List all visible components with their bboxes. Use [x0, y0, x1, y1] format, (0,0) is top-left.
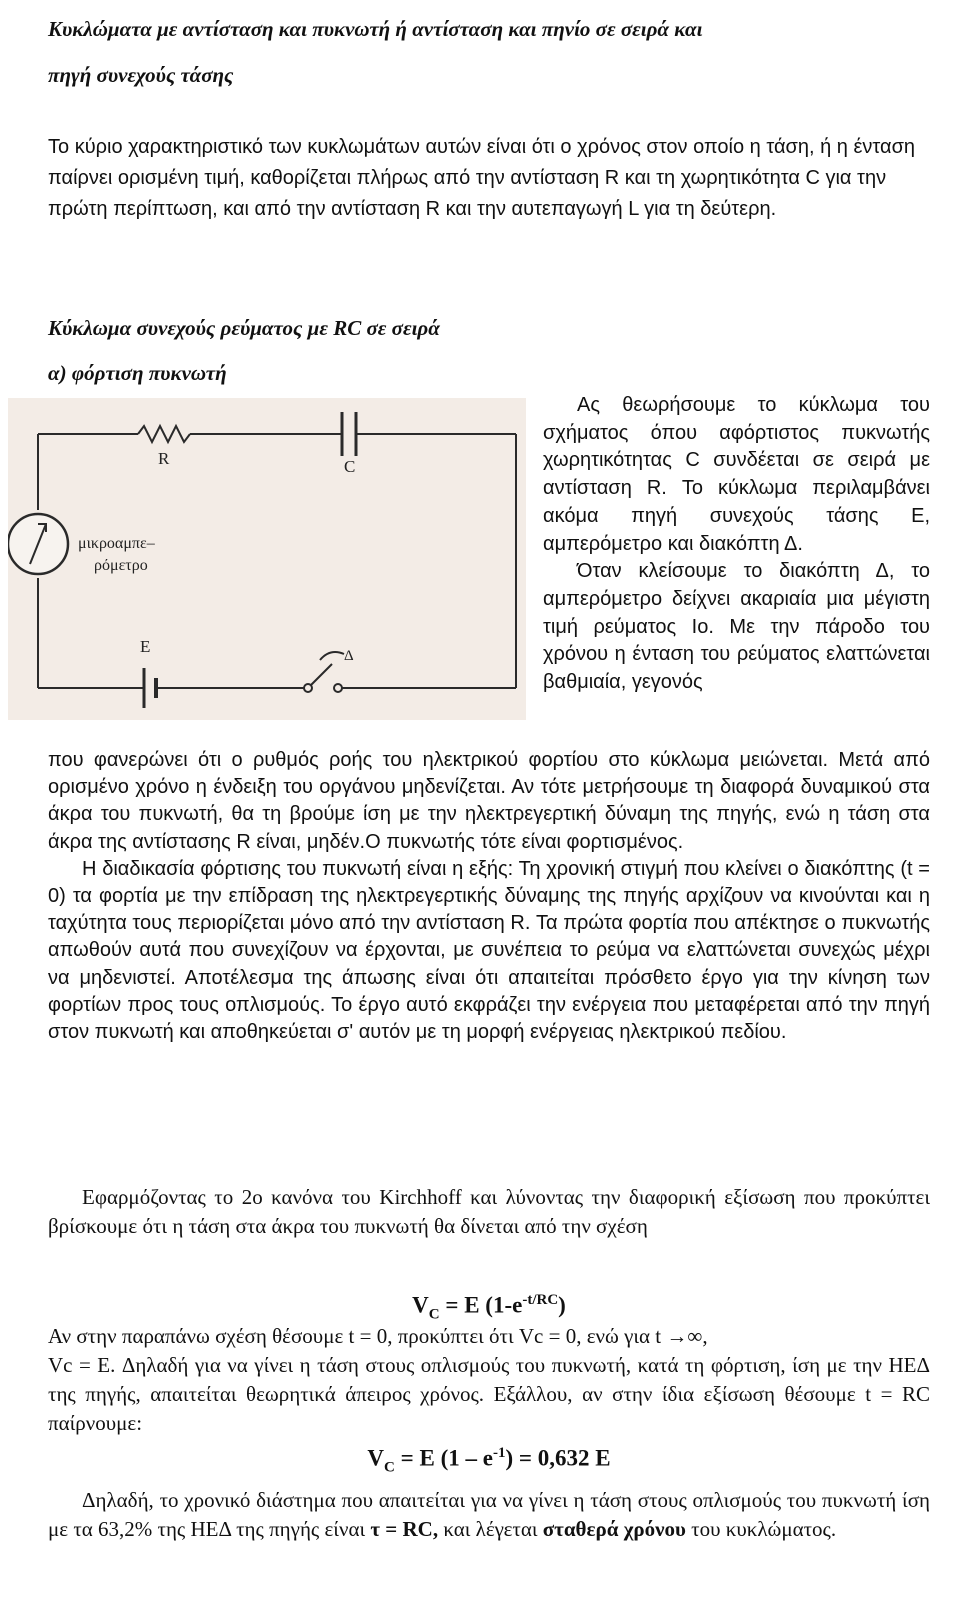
eq2-lhs: V: [367, 1445, 385, 1471]
kirchhoff-paragraph: Εφαρμόζοντας το 2ο κανόνα του Kirchhoff και λύνοντας την διαφορική εξίσωση που προκύπτει βρίσκουμε ότι η τάση στα άκρα του πυκνωτή θα δίνεται από την σχέση: [48, 1185, 930, 1238]
subsection-heading: α) φόρτιση πυκνωτή: [48, 361, 227, 385]
label-meter-line2: ρόμετρο: [94, 557, 148, 574]
conclusion-paragraph: [48, 1486, 930, 1544]
eq2-lhs-subscript: C: [384, 1459, 395, 1476]
switch-blade: [311, 664, 332, 685]
side-paragraph-2: Όταν κλείσουμε το διακόπτη Δ, το αμπερόμετρο δείχνει ακαριαία μια μέγιστη τιμή ρεύματος Io. Με την πάροδο του χρόνου η ένταση του ρεύματος ελαττώνεται βαθμιαία, γεγονός: [543, 560, 930, 694]
intro-paragraph: Το κύριο χαρακτηριστικό των κυκλωμάτων αυτών είναι ότι ο χρόνος στον οποίο η τάση, ή η ένταση παίρνει ορισμένη τιμή, καθορίζεται πλήρως από την αντίσταση R και τη χωρητικότητα C για την πρώτη περίπτωση, και από την αντίσταση R και την αυτεπαγωγή L για τη δεύτερη.: [48, 136, 916, 220]
switch-contact-right: [334, 684, 342, 692]
continued-paragraph: που φανερώνει ότι ο ρυθμός ροής του ηλεκτρικού φορτίου στο κύκλωμα μειώνεται. Μετά από ορισμένο χρόνο η ένδειξη του οργάνου μηδενίζεται. Αν τότε μετρήσουμε τη διαφορά δυναμικού στα άκρα του πυκνωτή, θα τη βρούμε ίση με την ηλεκτρεγερτική δύναμη της πηγής, ενώ η τάση στα άκρα της αντίστασης R είναι, μηδέν.Ο πυκνωτής τότε είναι φορτισμένος.: [48, 749, 930, 853]
charging-process-paragraph: Η διαδικασία φόρτισης του πυκνωτή είναι η εξής: Τη χρονική στιγμή που κλείνει ο διακόπτης (t = 0) τα φορτία με την επίδραση της ηλεκτρεγερτικής δύναμης της πηγής αρχίζουν να κινούνται και η ταχύτητα τους περιορίζεται μόνο από την αντίσταση R. Τα πρώτα φορτία που απέκτησε ο πυκνωτής απωθούν αυτά που συνεχίζουν να έρχονται, με συνέπεια το ρεύμα να ελαττώνεται συνεχώς μέχρι να μηδενιστεί. Αποτέλεσμα της άπωσης είναι ότι απαιτείται πρόσθετο έργο για την κίνηση των φορτίων προς τους οπλισμούς. Το έργο αυτό εκφράζει την ενέργεια που μεταφέρεται από την πηγή στον πυκνωτή και αποθηκεύεται σ' αυτόν με τη μορφή ενέργειας ηλεκτρικού πεδίου.: [48, 857, 930, 1044]
equation-time-constant: [48, 1445, 930, 1476]
switch-contact-left: [304, 684, 312, 692]
rc-circuit-figure: [8, 398, 526, 720]
eq1-exponent: -t/RC: [522, 1292, 559, 1308]
circuit-diagram: [8, 398, 526, 720]
eq1-lhs: V: [412, 1292, 429, 1318]
eq1-lhs-subscript: C: [428, 1306, 440, 1323]
conclusion-text-2: και λέγεται: [438, 1517, 543, 1541]
label-resistor: R: [158, 449, 170, 468]
limit-paragraph: Vc = E. Δηλαδή για να γίνει η τάση στους οπλισμούς του πυκνωτή, κατά τη φόρτιση, ίση με την ΗΕΔ της πηγής, απαιτείται θεωρητικά άπειρος χρόνος. Εξάλλου, αν στην ίδια εξίσωση θέσουμε t = RC παίρνουμε:: [48, 1353, 930, 1435]
title-line-2: πηγή συνεχούς τάσης: [48, 63, 234, 87]
body-section-3: [48, 1322, 930, 1438]
label-battery: E: [140, 637, 151, 656]
title-line-1: Κυκλώματα με αντίσταση και πυκνωτή ή αντίσταση και πηνίο σε σειρά και: [48, 17, 703, 41]
resistor-symbol: [138, 426, 190, 442]
section-heading: Κύκλωμα συνεχούς ρεύματος με RC σε σειρά: [48, 316, 440, 340]
eq2-rhs: = E (1 – e: [394, 1445, 493, 1471]
label-capacitor: C: [344, 457, 356, 476]
time-constant-term: σταθερά χρόνου: [542, 1517, 686, 1541]
eq1-close: ): [558, 1292, 566, 1318]
conclusion-text-3: του κυκλώματος.: [685, 1517, 837, 1541]
body-section-1: [48, 747, 930, 1046]
time-constant-formula: τ = RC,: [370, 1517, 439, 1541]
switch-arc: [320, 652, 344, 660]
equation-charging: [48, 1292, 930, 1323]
document-title: [48, 6, 928, 98]
side-paragraph-1: Ας θεωρήσουμε το κύκλωμα του σχήματος όπου αφόρτιστος πυκνωτής χωρητικότητας C συνδέεται σε σειρά με αντίσταση R. Το κύκλωμα περιλαμβάνει ακόμα πηγή συνεχούς τάσης E, αμπερόμετρο και διακόπτη Δ.: [543, 394, 930, 555]
label-meter-line1: μικροαμπε–: [78, 535, 155, 552]
eq2-exponent: -1: [492, 1445, 506, 1461]
limit-line-1: Αν στην παραπάνω σχέση θέσουμε t = 0, προκύπτει ότι Vc = 0, ενώ για t →∞,: [48, 1324, 708, 1348]
eq2-close: ) = 0,632 E: [505, 1445, 611, 1471]
conclusion-text-1: Δηλαδή, το χρονικό διάστημα που απαιτείται για να γίνει η τάση στους οπλισμούς του πυκνωτή ίση με τα 63,2% της ΗΕΔ της πηγής είναι: [48, 1488, 930, 1541]
side-text-column: [543, 392, 930, 697]
label-switch: Δ: [344, 648, 354, 664]
body-section-2: [48, 1183, 930, 1241]
eq1-rhs: = E (1-e: [439, 1292, 523, 1318]
body-section-4: [48, 1486, 930, 1544]
